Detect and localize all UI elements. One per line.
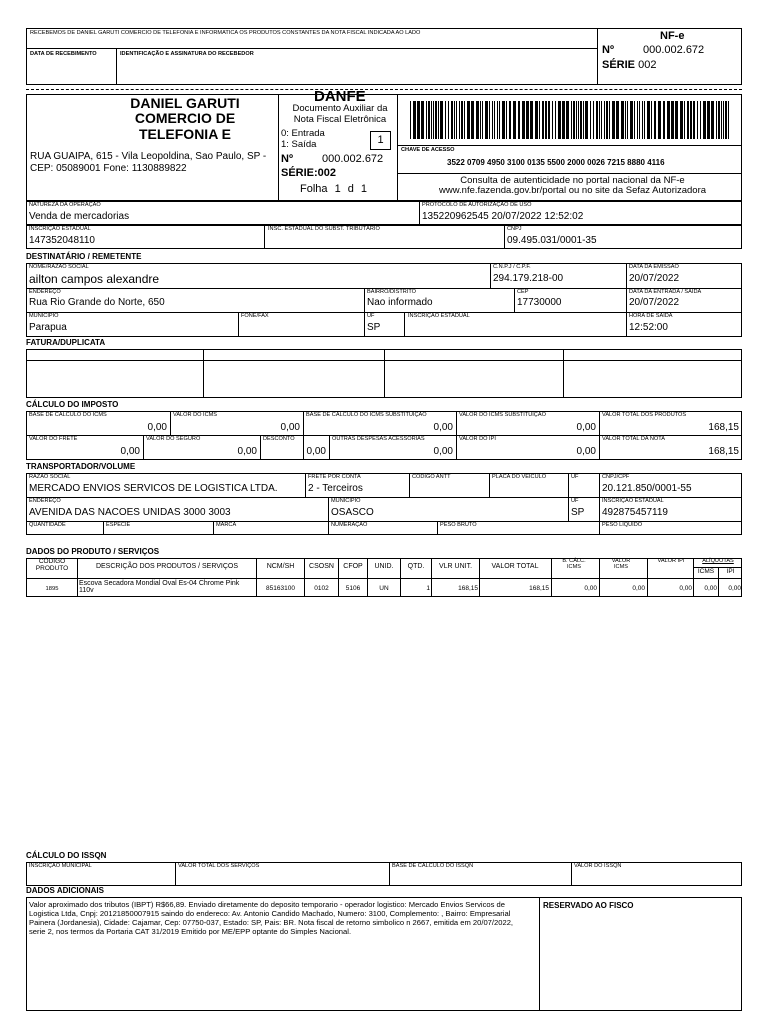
issuer-address: RUA GUAIPA, 615 - Vila Leopoldina, Sao Paulo, SP - CEP: 05089001 Fone: 1130889822 xyxy=(30,151,267,174)
dest-name-label: NOME/RAZÃO SOCIAL xyxy=(29,264,89,270)
h-vunit: VLR UNIT. xyxy=(438,563,473,570)
issqn-bc-label: BASE DE CÁLCULO DO ISSQN xyxy=(392,863,474,869)
p-csosn: 0102 xyxy=(314,585,329,592)
v-prod-label: VALOR TOTAL DOS PRODUTOS xyxy=(602,412,687,418)
p-vtotal: 168,15 xyxy=(529,585,549,592)
cnpj-label: CNPJ xyxy=(507,226,522,232)
transp-razao-label: RAZÃO SOCIAL xyxy=(29,474,71,480)
transp-end: AVENIDA DAS NACOES UNIDAS 3000 3003 xyxy=(29,507,231,518)
transp-antt-label: CÓDIGO ANTT xyxy=(412,474,451,480)
desc: 0,00 xyxy=(306,446,326,457)
issqn-im-label: INSCRIÇÃO MUNICIPAL xyxy=(29,863,92,869)
transp-uf-label: UF xyxy=(571,474,579,480)
dest-section: DESTINATÁRIO / REMETENTE xyxy=(26,252,142,261)
natureza-value: Venda de mercadorias xyxy=(29,211,130,222)
seguro-label: VALOR DO SEGURO xyxy=(146,436,201,442)
transp-ie: 492875457119 xyxy=(602,507,668,518)
h-bc: B. CÁLC. ICMS xyxy=(562,558,586,570)
cut-line xyxy=(26,89,742,90)
numeracao-label: NUMERAÇÃO xyxy=(331,522,368,528)
receipt-date-label: DATA DE RECEBIMENTO xyxy=(30,51,97,57)
ie-st-label: INSC. ESTADUAL DO SUBST. TRIBUTÁRIO xyxy=(268,226,380,232)
access-key-label: CHAVE DE ACESSO xyxy=(401,147,455,153)
dest-bairro-label: BAIRRO/DISTRITO xyxy=(367,289,417,295)
frete: 0,00 xyxy=(120,446,140,457)
v-nota: 168,15 xyxy=(708,446,739,457)
imposto-section: CÁLCULO DO IMPOSTO xyxy=(26,400,119,409)
issqn-v-label: VALOR DO ISSQN xyxy=(574,863,622,869)
dest-bairro: Nao informado xyxy=(367,297,433,308)
bc-icms-label: BASE DE CÁLCULO DO ICMS xyxy=(29,412,107,418)
receipt-nfe: NF-e xyxy=(660,30,685,42)
danfe-subtitle: Documento Auxiliar da Nota Fiscal Eletrônica xyxy=(292,103,388,125)
p-cfop: 5106 xyxy=(345,585,361,592)
transp-cnpj: 20.121.850/0001-55 xyxy=(602,483,692,494)
dest-uf-label: UF xyxy=(367,313,375,319)
h-ncm: NCM/SH xyxy=(266,563,295,570)
dest-emissao-label: DATA DA EMISSÃO xyxy=(629,264,679,270)
transp-end-label: ENDEREÇO xyxy=(29,498,61,504)
danfe-num: 000.002.672 xyxy=(322,153,384,165)
v-st-label: VALOR DO ICMS SUBSTITUIÇÃO xyxy=(459,412,546,418)
danfe-saida: 1: Saída xyxy=(281,139,317,150)
h-unid: UNID. xyxy=(374,563,394,570)
dest-end-label: ENDEREÇO xyxy=(29,289,61,295)
bruto-label: PESO BRUTO xyxy=(440,522,477,528)
h-vtotal: VALOR TOTAL xyxy=(491,563,539,570)
transp-uf2-label: UF xyxy=(571,498,579,504)
bc-icms: 0,00 xyxy=(147,422,167,433)
dest-cpf: 294.179.218-00 xyxy=(493,273,564,284)
receipt-num: 000.002.672 xyxy=(643,44,705,56)
p-qtd: 1 xyxy=(426,585,430,592)
p-vunit: 168,15 xyxy=(458,585,478,592)
frete-label: VALOR DO FRETE xyxy=(29,436,78,442)
receipt-serie: SÉRIE 002 xyxy=(602,59,657,71)
h-csosn: CSOSN xyxy=(309,563,334,570)
issuer-name: DANIEL GARUTI COMERCIO DE TELEFONIA E xyxy=(130,95,240,142)
adicionais-text: Valor aproximado dos tributos (IBPT) R$66,89. Enviado diretamente do deposito temporario - operador logistico: Mercado Envios Servicos de Logistica Ltda, Cnpj: 20121850007915 saindo do endereco: Av. Antonio Candido Machado, Numero: 3100, Complemento: , Bairro: Empresarial Painera (Jordanesia), Cidade: Cajamar, Cep: 07750-037, Estado: SP, Pais: BR. Nota fiscal de retorno simbolico n 2667, emitida em 20/07/2022, serie 2, nos termos da Portaria CAT 31/2019 Emitido por ME/EPP optante do Simples Nacional. xyxy=(29,900,514,937)
outras-label: OUTRAS DESPESAS ACESSÓRIAS xyxy=(332,436,425,442)
dest-entrada: 20/07/2022 xyxy=(629,297,680,308)
p-desc: Escova Secadora Mondial Oval Es-04 Chrome Pink 110v xyxy=(79,580,240,595)
adicionais-section: DADOS ADICIONAIS xyxy=(26,886,104,895)
protocol-value: 135220962545 20/07/2022 12:52:02 xyxy=(422,211,584,222)
danfe-folha: Folha 1 d 1 xyxy=(300,183,368,195)
transp-placa-label: PLACA DO VEÍCULO xyxy=(492,474,547,480)
especie-label: ESPÉCIE xyxy=(106,522,131,528)
transp-ie-label: INSCRIÇÃO ESTADUAL xyxy=(602,498,664,504)
seguro: 0,00 xyxy=(237,446,257,457)
v-st: 0,00 xyxy=(576,422,596,433)
access-key: 3522 0709 4950 3100 0135 5500 2000 0026 7215 8880 4116 xyxy=(447,158,665,167)
bc-st-label: BASE DE CÁLCULO DO ICMS SUBSTITUIÇÃO xyxy=(306,412,427,418)
h-aipi: IPI xyxy=(726,568,735,575)
dest-mun-label: MUNICÍPIO xyxy=(29,313,59,319)
liquido-label: PESO LÍQUIDO xyxy=(602,522,643,528)
receipt-text: RECEBEMOS DE DANIEL GARUTI COMERCIO DE TELEFONIA E INFORMATICA OS PRODUTOS CONSTANTES DA NOTA FISCAL INDICADA AO LADO xyxy=(30,30,421,36)
receipt-num-label: Nº xyxy=(602,44,614,56)
p-aipi: 0,00 xyxy=(728,585,741,592)
issqn-section: CÁLCULO DO ISSQN xyxy=(26,851,107,860)
ie-value: 147352048110 xyxy=(29,235,95,246)
p-vipi: 0,00 xyxy=(679,585,692,592)
produtos-section: DADOS DO PRODUTO / SERVIÇOS xyxy=(26,547,160,556)
h-vipi: VALOR IPI xyxy=(657,558,685,564)
marca-label: MARCA xyxy=(216,522,237,528)
transp-frete-label: FRETE POR CONTA xyxy=(308,474,361,480)
ipi-label: VALOR DO IPI xyxy=(459,436,496,442)
qtd-label: QUANTIDADE xyxy=(29,522,66,528)
danfe-entrada: 0: Entrada xyxy=(281,128,325,139)
desc-label: DESCONTO xyxy=(263,436,295,442)
h-aicms: ICMS xyxy=(697,568,715,575)
transp-razao: MERCADO ENVIOS SERVICOS DE LOGISTICA LTDA. xyxy=(29,483,278,494)
h-cfop: CFOP xyxy=(343,563,363,570)
p-unid: UN xyxy=(379,585,389,592)
outras: 0,00 xyxy=(433,446,453,457)
dest-cpf-label: C.N.P.J / C.P.F. xyxy=(493,264,531,270)
dest-hora: 12:52:00 xyxy=(629,322,668,333)
transp-cnpj-label: CNPJ/CPF xyxy=(602,474,630,480)
consulta-text: Consulta de autenticidade no portal nacional da NF-e www.nfe.fazenda.gov.br/portal ou no site da Sefaz Autorizadora xyxy=(438,175,707,197)
protocol-label: PROTOCOLO DE AUTORIZAÇÃO DE USO xyxy=(422,202,532,208)
dest-name: ailton campos alexandre xyxy=(29,272,160,286)
p-vicms: 0,00 xyxy=(632,585,645,592)
dest-ie-label: INSCRIÇÃO ESTADUAL xyxy=(408,313,470,319)
ipi: 0,00 xyxy=(576,446,596,457)
issqn-vserv-label: VALOR TOTAL DOS SERVIÇOS xyxy=(178,863,260,869)
dest-end: Rua Rio Grande do Norte, 650 xyxy=(29,297,165,308)
fatura-section: FATURA/DUPLICATA xyxy=(26,338,106,347)
danfe-serie: SÉRIE:002 xyxy=(281,167,337,179)
cnpj-value: 09.495.031/0001-35 xyxy=(507,235,597,246)
v-nota-label: VALOR TOTAL DA NOTA xyxy=(602,436,665,442)
p-ncm: 85163100 xyxy=(266,585,295,592)
reservado-fisco: RESERVADO AO FISCO xyxy=(543,901,634,910)
h-codigo: CÓDIGO PRODUTO xyxy=(35,558,69,572)
v-icms-label: VALOR DO ICMS xyxy=(173,412,218,418)
dest-emissao: 20/07/2022 xyxy=(629,273,680,284)
p-bc: 0,00 xyxy=(584,585,597,592)
danfe-type-box: 1 xyxy=(370,131,391,150)
danfe-num-label: Nº xyxy=(281,153,293,165)
v-icms: 0,00 xyxy=(280,422,300,433)
h-desc: DESCRIÇÃO DOS PRODUTOS / SERVIÇOS xyxy=(95,563,239,570)
danfe-title: DANFE xyxy=(314,88,366,105)
barcode xyxy=(410,101,730,139)
dest-mun: Parapua xyxy=(29,322,67,333)
p-aicms: 0,00 xyxy=(704,585,717,592)
ie-label: INSCRIÇÃO ESTADUAL xyxy=(29,226,91,232)
transp-mun-label: MUNICÍPIO xyxy=(331,498,361,504)
h-aliq: ALÍQUOTAS xyxy=(702,558,734,564)
dest-entrada-label: DATA DA ENTRADA / SAÍDA xyxy=(629,289,702,295)
v-prod: 168,15 xyxy=(708,422,739,433)
transp-uf2: SP xyxy=(571,507,585,518)
transp-section: TRANSPORTADOR/VOLUME xyxy=(26,462,136,471)
bc-st: 0,00 xyxy=(433,422,453,433)
p-codigo: 1895 xyxy=(45,586,59,592)
receipt-sign-label: IDENTIFICAÇÃO E ASSINATURA DO RECEBEDOR xyxy=(120,51,254,57)
dest-cep-label: CEP xyxy=(517,289,529,295)
transp-frete: 2 - Terceiros xyxy=(308,483,363,494)
dest-fone-label: FONE/FAX xyxy=(241,313,269,319)
natureza-label: NATUREZA DA OPERAÇÃO xyxy=(29,202,101,208)
dest-hora-label: HORA DE SAÍDA xyxy=(629,313,673,319)
dest-uf: SP xyxy=(367,322,381,333)
transp-mun: OSASCO xyxy=(331,507,374,518)
dest-cep: 17730000 xyxy=(517,297,562,308)
h-qtd: QTD. xyxy=(407,563,425,570)
h-vicms: VALOR ICMS xyxy=(611,558,631,570)
